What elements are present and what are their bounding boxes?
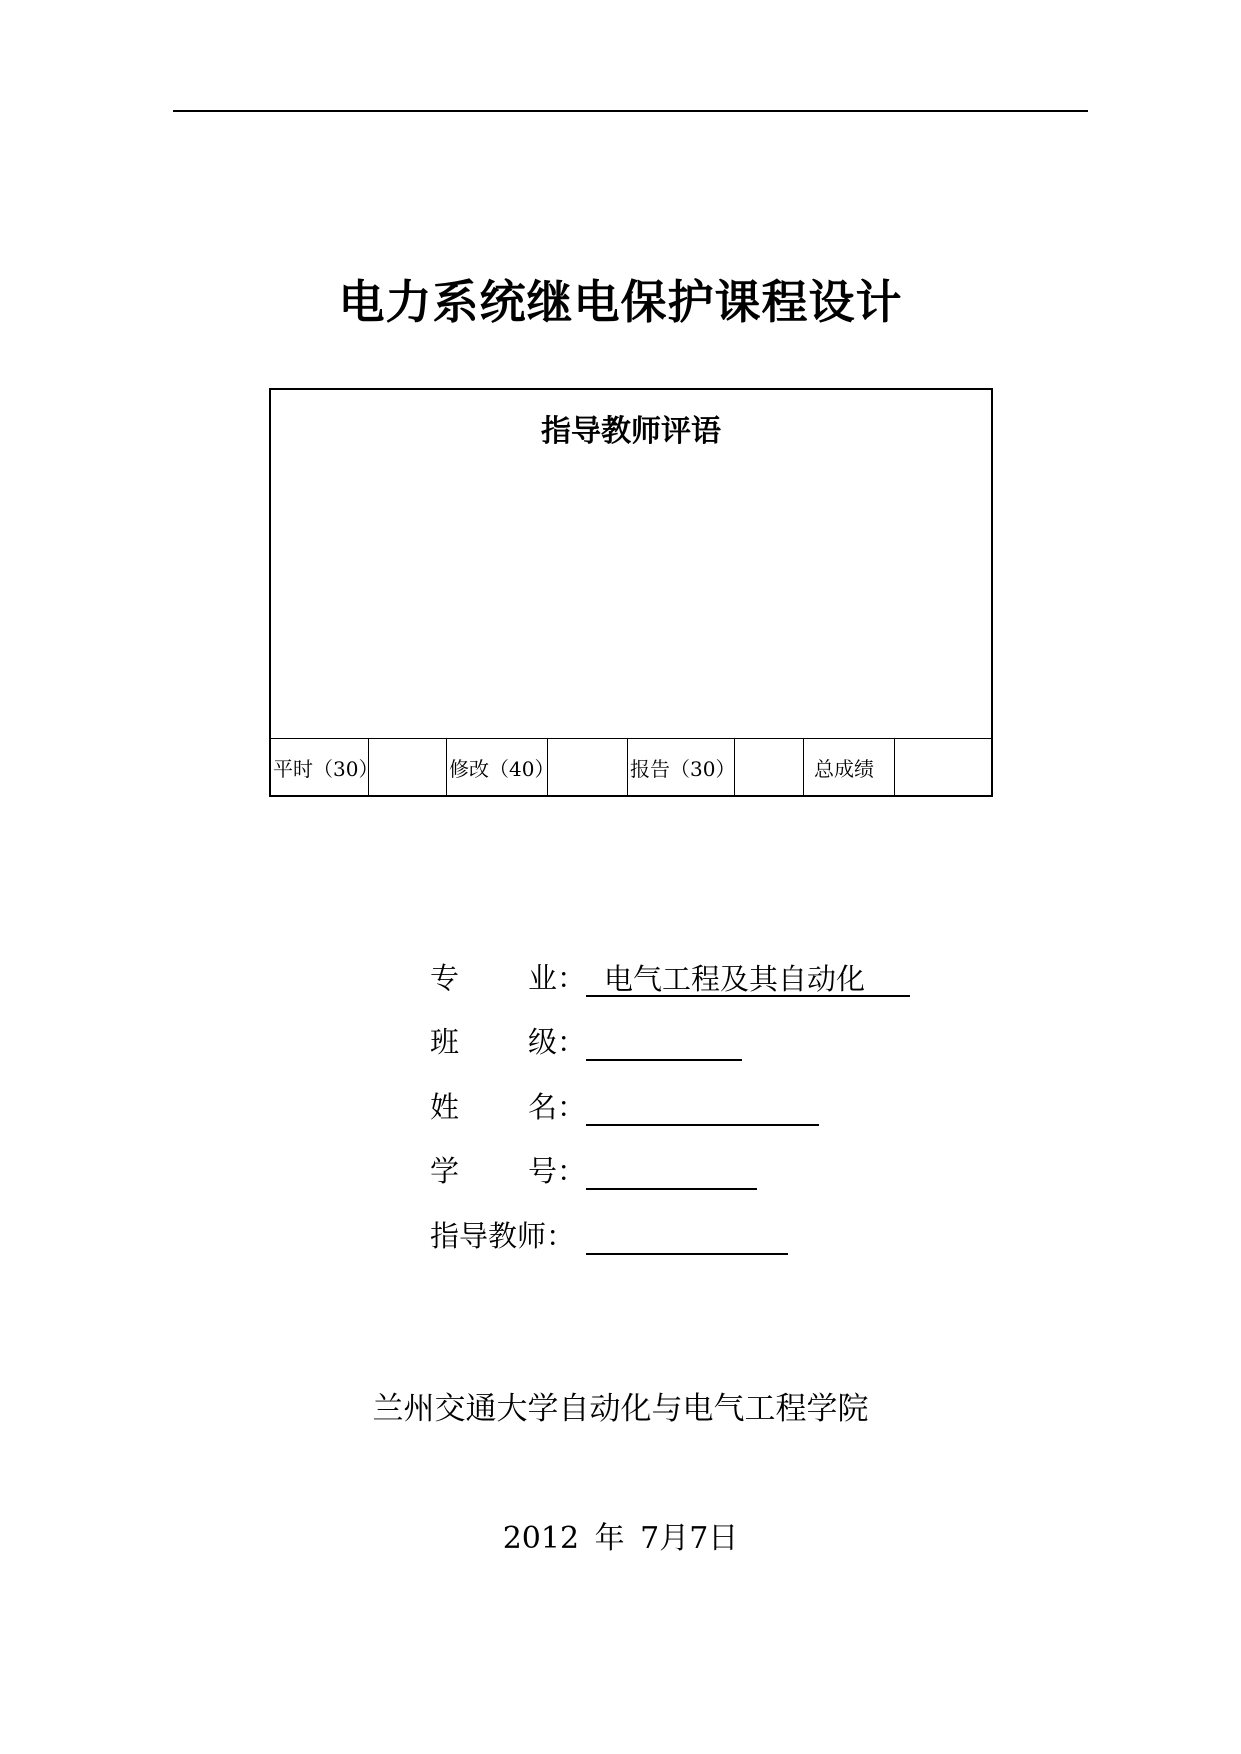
score-value-regular (369, 739, 447, 795)
score-label-regular: 平时（30） (271, 739, 369, 795)
score-label-total: 总成绩 (804, 739, 895, 795)
date: 2012 年 7月7日 (502, 1521, 739, 1556)
score-value-total (895, 739, 991, 795)
score-value-report (735, 739, 804, 795)
advisor-label: 指导教师： (430, 1218, 576, 1253)
header-rule (173, 110, 1088, 112)
student-id-label: 学 号： (430, 1154, 586, 1188)
document-title: 电力系统继电保护课程设计 (338, 275, 903, 329)
info-row-student-id (430, 1126, 950, 1191)
name-value (586, 1090, 819, 1126)
class-label: 班 级： (430, 1025, 586, 1059)
info-row-class (430, 997, 950, 1062)
class-value (586, 1025, 742, 1061)
name-label: 姓 名： (430, 1089, 586, 1124)
major-value: 电气工程及其自动化 (586, 961, 910, 997)
comments-heading: 指导教师评语 (541, 414, 721, 449)
school-name: 兰州交通大学自动化与电气工程学院 (372, 1391, 869, 1427)
student-id-value (586, 1154, 757, 1190)
score-value-revision (548, 739, 628, 795)
major-label: 专 业： (430, 960, 586, 995)
info-row-major (430, 932, 950, 997)
advisor-value (586, 1219, 788, 1255)
info-row-name (430, 1061, 950, 1126)
score-label-report: 报告（30） (628, 739, 735, 795)
score-label-revision: 修改（40） (447, 739, 548, 795)
score-row (271, 738, 991, 795)
student-info (430, 932, 950, 1255)
teacher-comments-box (269, 388, 993, 797)
info-row-advisor (430, 1190, 950, 1255)
